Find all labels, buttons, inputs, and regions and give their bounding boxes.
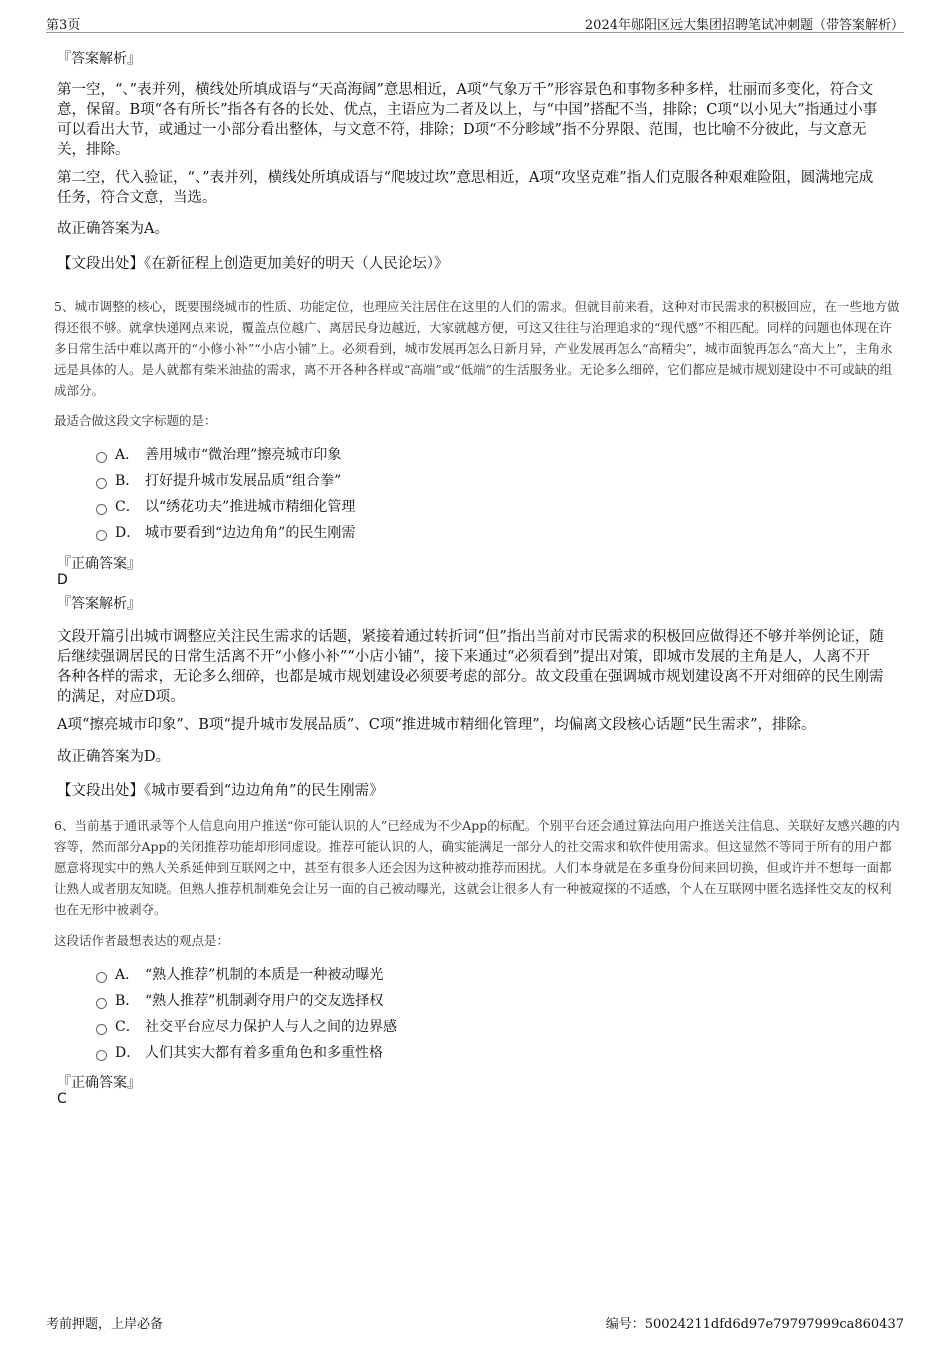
option-d[interactable]: D． 人们其实大都有着多重角色和多重性格 (96, 1042, 383, 1064)
analysis-conclusion: 故正确答案为A。 (57, 221, 169, 237)
option-a[interactable]: A． 善用城市“微治理”擦亮城市印象 (96, 444, 341, 466)
analysis-paragraph: 第一空，“、”表并列，横线处所填成语与“天高海阔”意思相近，A项“气象万千”形容景色和事物多种多样，壮丽而多变化，符合文意，保留。B项“各有所长”指各有各的长处、优点，主语应为二者及以上，与“中国”搭配不当，排除；C项“以小见大”指通过小事可以看出大节，或通过一小部分看出整体，与文意不符，排除；D项“不分畛域”指不分界限、范围，也比喻不分彼此，与文意无关，排除。 (57, 82, 878, 158)
question-stem: 这段话作者最想表达的观点是： (54, 933, 230, 948)
radio-icon[interactable] (96, 504, 107, 515)
option-c[interactable]: C． 社交平台应尽力保护人与人之间的边界感 (96, 1016, 397, 1038)
document-id: 编号：50024211dfd6d97e79797999ca860437 (605, 1317, 904, 1332)
analysis-paragraph: A项“擦亮城市印象”、B项“提升城市发展品质”、C项“推进城市精细化管理”，均偏离文段核心话题“民生需求”，排除。 (57, 717, 816, 733)
correct-answer-label: 『正确答案』 (57, 1075, 141, 1091)
page-footer (46, 1313, 904, 1331)
question-text: 5、城市调整的核心，既要围绕城市的性质、功能定位，也理应关注居住在这里的人们的需求。但就目前来看，这种对市民需求的积极回应，在一些地方做得还很不够。就拿快递网点来说，覆盖点位越广、离居民身边越近，大家就越方便，可这又往往与治理追求的“现代感”不相匹配。同样的问题也体现在许多日常生活中难以离开的“小修小补”“小店小铺”上。必须看到，城市发展再怎么日新月异，产业发展再怎么“高精尖”，城市面貌再怎么“高大上”，主角永远是具体的人。是人就都有柴米油盐的需求，离不开各种各样或“高端”或“低端”的生活服务业。无论多么细碎，它们都应是城市规划建设中不可或缺的组成部分。 (54, 299, 900, 398)
analysis-conclusion: 故正确答案为D。 (57, 749, 171, 765)
page-header (46, 14, 904, 33)
radio-icon[interactable] (96, 972, 107, 983)
correct-answer-label: 『正确答案』 (57, 556, 141, 572)
question-stem: 最适合做这段文字标题的是： (54, 413, 217, 428)
radio-icon[interactable] (96, 1024, 107, 1035)
analysis-paragraph: 第二空，代入验证，“、”表并列，横线处所填成语与“爬坡过坎”意思相近，A项“攻坚克难”指人们克服各种艰难险阻，圆满地完成任务，符合文意，当选。 (57, 170, 874, 206)
option-b[interactable]: B． 打好提升城市发展品质“组合拳” (96, 470, 341, 492)
source-citation: 【文段出处】《在新征程上创造更加美好的明天（人民论坛）》 (57, 256, 449, 272)
correct-answer: C (57, 1091, 67, 1107)
analysis-label: 『答案解析』 (57, 51, 141, 67)
option-d[interactable]: D． 城市要看到“边边角角”的民生刚需 (96, 522, 355, 544)
radio-icon[interactable] (96, 530, 107, 541)
document-title: 2024年郧阳区远大集团招聘笔试冲刺题（带答案解析） (584, 18, 904, 33)
option-c[interactable]: C． 以“绣花功夫”推进城市精细化管理 (96, 496, 355, 518)
radio-icon[interactable] (96, 452, 107, 463)
option-a[interactable]: A． “熟人推荐”机制的本质是一种被动曝光 (96, 964, 383, 986)
radio-icon[interactable] (96, 998, 107, 1009)
analysis-paragraph: 文段开篇引出城市调整应关注民生需求的话题，紧接着通过转折词“但”指出当前对市民需求的积极回应做得还不够并举例论证，随后继续强调居民的日常生活离不开“小修小补”“小店小铺”，接下来通过“必须看到”提出对策，即城市发展的主角是人，人离不开各种各样的需求，无论多么细碎，也都是城市规划建设必须要考虑的部分。故文段重在强调城市规划建设离不开对细碎的民生刚需的满足，对应D项。 (57, 629, 884, 705)
radio-icon[interactable] (96, 1050, 107, 1061)
question-text: 6、当前基于通讯录等个人信息向用户推送“你可能认识的人”已经成为不少App的标配。个别平台还会通过算法向用户推送关注信息、关联好友感兴趣的内容等，然而部分App的关闭推荐功能却形同虚设。推荐可能认识的人，确实能满足一部分人的社交需求和软件使用需求。但这显然不等同于所有的用户都愿意将现实中的熟人关系延伸到互联网之中，甚至有很多人还会因为这种被动推荐而困扰。人们本身就是在多重身份间来回切换，但或许并不想每一面都让熟人或者朋友知晓。但熟人推荐机制难免会让另一面的自己被动曝光，这就会让很多人有一种被窥探的不适感，个人在互联网中匿名选择性交友的权利也在无形中被剥夺。 (54, 818, 900, 917)
radio-icon[interactable] (96, 478, 107, 489)
page-number: 第3页 (46, 18, 81, 33)
footer-slogan: 考前押题，上岸必备 (46, 1317, 164, 1332)
correct-answer: D (57, 572, 68, 588)
source-citation: 【文段出处】《城市要看到“边边角角”的民生刚需》 (57, 783, 384, 799)
analysis-label: 『答案解析』 (57, 596, 141, 612)
option-b[interactable]: B． “熟人推荐”机制剥夺用户的交友选择权 (96, 990, 383, 1012)
